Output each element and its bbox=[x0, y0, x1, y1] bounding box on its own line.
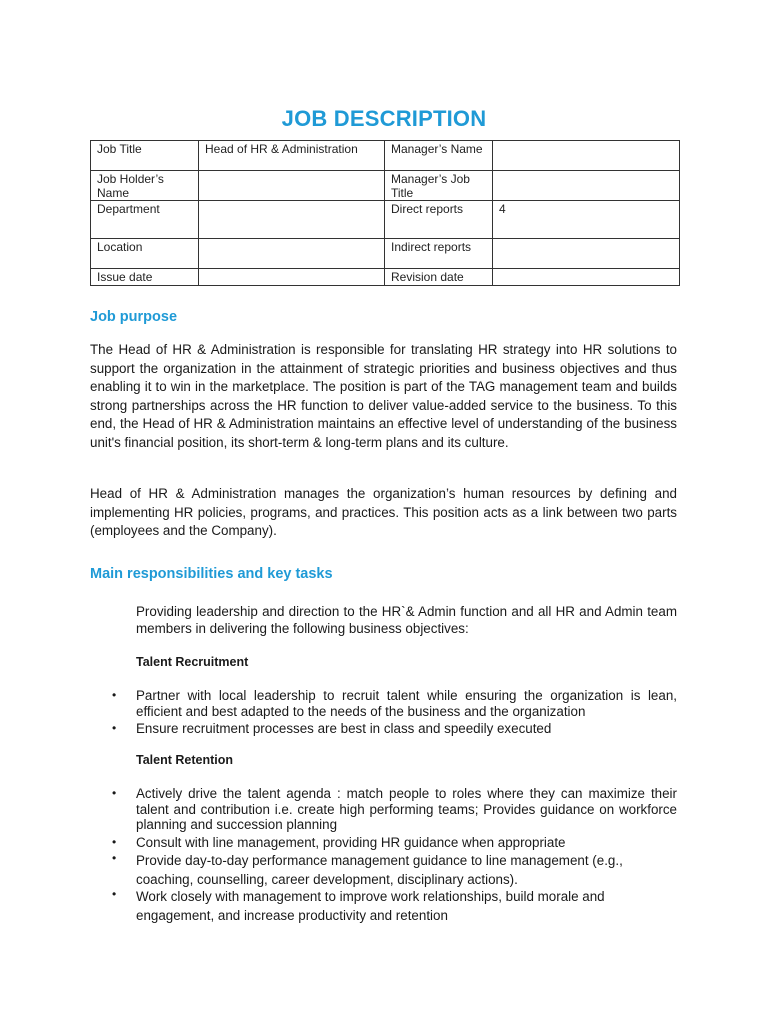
location-label: Location bbox=[91, 239, 199, 269]
list-item-text: Actively drive the talent agenda : match people to roles where they can maximize their talent and contribution i.e. create high performing teams; Provides guidance on workforce planning and succession planning bbox=[136, 786, 677, 832]
managers-job-title-label: Manager’s Job Title bbox=[385, 171, 493, 201]
job-purpose-paragraph-2: Head of HR & Administration manages the organization’s human resources by defining and implementing HR policies, programs, and practices. This position acts as a link between two parts (employees and the Company). bbox=[90, 486, 677, 539]
managers-name-label: Manager’s Name bbox=[385, 141, 493, 171]
table-row bbox=[91, 269, 680, 286]
issue-date-value bbox=[199, 269, 385, 286]
job-purpose-paragraph-1: The Head of HR & Administration is responsible for translating HR strategy into HR solutions to support the organization in the attainment of strategic priorities and business objectives and thus enabling it to win in the marketplace. The position is part of the TAG management team and builds strong partnerships across the HR function to deliver value-added service to the business. To this end, the Head of HR & Administration maintains an effective level of understanding of the business unit's financial position, its short-term & long-term plans and its culture. bbox=[90, 342, 677, 450]
bullet-icon: • bbox=[112, 688, 117, 702]
department-label: Department bbox=[91, 201, 199, 239]
table-row bbox=[91, 171, 680, 201]
bullet-icon: • bbox=[112, 835, 117, 849]
direct-reports-value: 4 bbox=[493, 201, 680, 239]
managers-name-value bbox=[493, 141, 680, 171]
job-info-table bbox=[90, 140, 680, 286]
list-item-text: Consult with line management, providing HR guidance when appropriate bbox=[136, 835, 566, 850]
job-title-label: Job Title bbox=[91, 141, 199, 171]
job-title-value: Head of HR & Administration bbox=[199, 141, 385, 171]
list-item-text: Provide day-to-day performance management guidance to line management (e.g., coaching, counselling, career development, disciplinary actions). bbox=[136, 853, 623, 887]
department-value bbox=[199, 201, 385, 239]
responsibilities-intro: Providing leadership and direction to the HR`& Admin function and all HR and Admin team members in delivering the following business objectives: bbox=[136, 604, 677, 636]
talent-retention-heading: Talent Retention bbox=[136, 753, 233, 767]
page-title: JOB DESCRIPTION bbox=[281, 106, 487, 131]
bullet-icon: • bbox=[112, 851, 117, 865]
revision-date-value bbox=[493, 269, 680, 286]
direct-reports-label: Direct reports bbox=[385, 201, 493, 239]
location-value bbox=[199, 239, 385, 269]
job-purpose-heading: Job purpose bbox=[90, 309, 178, 325]
revision-date-label: Revision date bbox=[385, 269, 493, 286]
indirect-reports-value bbox=[493, 239, 680, 269]
talent-recruitment-heading: Talent Recruitment bbox=[136, 655, 249, 669]
responsibilities-heading: Main responsibilities and key tasks bbox=[90, 566, 333, 582]
bullet-icon: • bbox=[112, 887, 117, 901]
list-item-text: Work closely with management to improve work relationships, build morale and engagement, and increase productivity and retention bbox=[136, 889, 605, 923]
list-item-text: Ensure recruitment processes are best in class and speedily executed bbox=[136, 721, 552, 736]
bullet-icon: • bbox=[112, 786, 117, 800]
bullet-icon: • bbox=[112, 721, 117, 735]
table-row bbox=[91, 239, 680, 269]
table-row bbox=[91, 141, 680, 171]
table-row bbox=[91, 201, 680, 239]
job-holders-name-value bbox=[199, 171, 385, 201]
list-item-text: Partner with local leadership to recruit talent while ensuring the organization is lean, efficient and best adapted to the needs of the business and the organization bbox=[136, 688, 677, 719]
indirect-reports-label: Indirect reports bbox=[385, 239, 493, 269]
issue-date-label: Issue date bbox=[91, 269, 199, 286]
job-holders-name-label: Job Holder’s Name bbox=[91, 171, 199, 201]
managers-job-title-value bbox=[493, 171, 680, 201]
